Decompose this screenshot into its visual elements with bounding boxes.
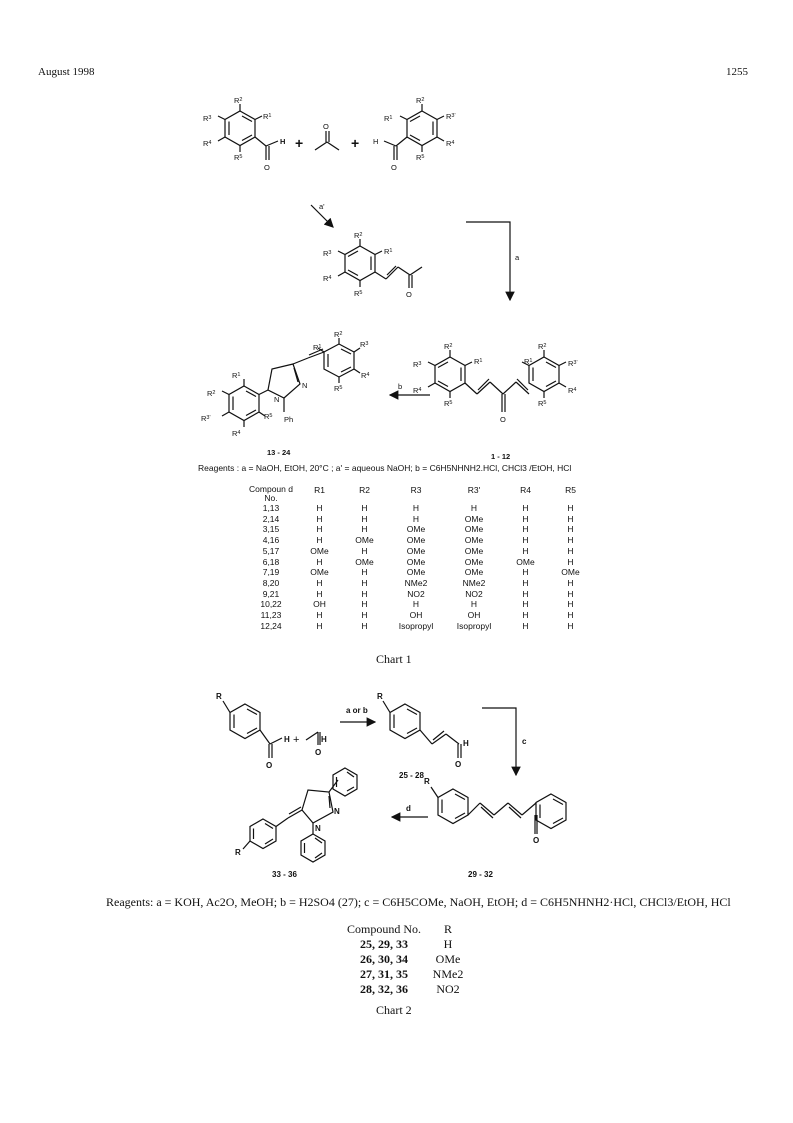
svg-text:+: + xyxy=(295,135,304,151)
table-cell: 10,22 xyxy=(260,599,282,610)
table-cell: NO2 xyxy=(436,982,460,996)
svg-text:H: H xyxy=(463,739,469,748)
table-cell: H xyxy=(567,524,574,535)
acetaldehyde-structure xyxy=(306,732,320,745)
table-cell: H xyxy=(412,503,420,513)
table-cell: OMe xyxy=(464,545,484,556)
svg-text:R1: $R^1$ xyxy=(313,343,322,352)
table-cell: H xyxy=(522,524,529,535)
svg-text:R: R xyxy=(424,777,430,786)
table-cell: 27, 31, 35 xyxy=(360,967,408,981)
svg-text:R4: $R^4$ xyxy=(568,386,577,395)
benzaldehyde-4-r-structure xyxy=(223,701,282,758)
svg-text:R1: $R^1$ xyxy=(474,357,483,366)
svg-text:R5: $R^5$ xyxy=(444,399,453,408)
table-cell: OMe xyxy=(355,556,374,567)
svg-text:33 - 36: 33 - 36 xyxy=(272,870,297,879)
table-cell: H xyxy=(567,610,574,621)
table-cell: H xyxy=(522,620,529,631)
table-cell: 9,21 xyxy=(262,588,280,599)
table-cell: 25, 29, 33 xyxy=(360,937,408,951)
table-cell: 26, 30, 34 xyxy=(360,952,408,966)
svg-text:R3: $R^3$ xyxy=(360,340,369,349)
table-cell: H xyxy=(316,524,323,535)
svg-text:R4: $R^4$ xyxy=(446,139,455,148)
table-row xyxy=(245,514,593,525)
table-cell: H xyxy=(522,513,529,524)
pyrazoline-product-structure xyxy=(222,338,360,427)
table-cell: H xyxy=(443,937,453,951)
table-cell: OMe xyxy=(406,524,426,535)
svg-text:R2: $R^2$ xyxy=(354,231,363,240)
table-cell: H xyxy=(567,545,574,556)
svg-text:O: O xyxy=(406,290,412,299)
table-cell: OMe xyxy=(310,545,329,556)
chart2-atom-labels xyxy=(216,692,539,879)
svg-text:R3': $R^{3'}$ xyxy=(201,414,211,423)
table-cell: H xyxy=(522,577,529,588)
table-cell: H xyxy=(316,535,323,546)
svg-text:R3: $R^3$ xyxy=(203,114,212,123)
table-row xyxy=(245,599,593,610)
table-cell: OMe xyxy=(561,567,580,578)
chart1-caption: Chart 1 xyxy=(376,652,412,666)
svg-text:R4: $R^4$ xyxy=(361,371,370,380)
table-cell: H xyxy=(567,599,574,610)
table-row xyxy=(245,621,593,632)
svg-text:R: R xyxy=(216,692,222,701)
table-cell: H xyxy=(567,588,574,599)
table-cell: NMe2 xyxy=(462,577,486,588)
table-cell: NO2 xyxy=(465,588,483,599)
table-cell: 4,16 xyxy=(262,535,280,546)
svg-text:R2: $R^2$ xyxy=(416,96,425,105)
table-cell: H xyxy=(316,556,323,567)
table-row xyxy=(245,610,593,621)
chart2-reagents: Reagents: a = KOH, Ac2O, MeOH; b = H2SO4 (27); c = C6H5COMe, NaOH, EtOH; d = C6H5NHNH2·HCl, CHCl3/EtOH, HCl xyxy=(106,895,731,909)
svg-text:R2: $R^2$ xyxy=(334,330,343,339)
table-cell: H xyxy=(361,524,368,535)
table-cell: H xyxy=(522,588,529,599)
dienone-structure xyxy=(431,787,566,834)
table-cell: OMe xyxy=(464,513,484,524)
svg-text:H: H xyxy=(280,137,286,146)
table-cell: H xyxy=(522,567,529,578)
table-cell: OMe xyxy=(355,535,374,546)
table-cell: H xyxy=(316,588,323,599)
svg-text:O: O xyxy=(323,122,329,131)
table-cell: 2,14 xyxy=(262,513,280,524)
table-row xyxy=(245,546,593,557)
table-cell: H xyxy=(470,503,478,513)
col-r3prime: R3' xyxy=(467,485,481,495)
svg-text:d: d xyxy=(406,804,411,813)
col-r2: R2 xyxy=(359,485,370,495)
svg-text:R5: $R^5$ xyxy=(334,384,343,393)
table-cell: OMe xyxy=(464,567,484,578)
table-row xyxy=(340,952,468,967)
table-cell: Isopropyl xyxy=(398,620,434,631)
pyrazoline-2-structure xyxy=(243,768,357,862)
svg-text:R5: $R^5$ xyxy=(354,289,363,298)
col-r4: R4 xyxy=(520,485,531,495)
table-cell: H xyxy=(522,610,529,621)
table-cell: 12,24 xyxy=(260,620,282,631)
svg-text:N: N xyxy=(302,381,308,390)
table-row xyxy=(245,503,593,514)
svg-text:a or b: a or b xyxy=(346,706,368,715)
table-cell: H xyxy=(316,503,323,513)
table-cell: Isopropyl xyxy=(456,620,492,631)
table-cell: H xyxy=(567,503,574,513)
svg-text:R1: $R^1$ xyxy=(524,357,533,366)
table-cell: H xyxy=(567,556,574,567)
table-row xyxy=(340,967,468,982)
table-cell: NO2 xyxy=(407,588,425,599)
table-cell: OMe xyxy=(406,567,426,578)
table-cell: NMe2 xyxy=(404,577,428,588)
svg-text:R5: $R^5$ xyxy=(234,153,243,162)
table-cell: H xyxy=(361,577,368,588)
table-cell: H xyxy=(361,513,368,524)
table-cell: 6,18 xyxy=(262,556,280,567)
chart2-caption: Chart 2 xyxy=(376,1003,412,1017)
svg-text:R1: $R^1$ xyxy=(384,247,393,256)
svg-text:R1: $R^1$ xyxy=(232,371,241,380)
svg-text:R4: $R^4$ xyxy=(413,386,422,395)
table-cell: OMe xyxy=(464,556,484,567)
table-cell: OMe xyxy=(516,556,535,567)
col-r: R xyxy=(443,922,452,936)
table-cell: H xyxy=(567,513,574,524)
table-cell: H xyxy=(567,577,574,588)
table-cell: OMe xyxy=(464,535,484,546)
col-r3: R3 xyxy=(410,485,422,495)
table-cell: H xyxy=(316,577,323,588)
table-cell: H xyxy=(412,599,420,610)
svg-text:R: R xyxy=(377,692,383,701)
table-cell: OH xyxy=(467,610,481,621)
chart1-scheme xyxy=(0,0,793,470)
table-cell: H xyxy=(361,503,368,513)
chart1-atom-labels xyxy=(201,96,578,461)
arrow-a xyxy=(466,222,510,300)
table-cell: H xyxy=(522,503,529,513)
table-cell: OMe xyxy=(406,535,426,546)
svg-text:b: b xyxy=(398,382,403,391)
table-cell: H xyxy=(316,513,323,524)
table-cell: H xyxy=(361,620,368,631)
col-r5: R5 xyxy=(565,485,576,495)
svg-text:R2: $R^2$ xyxy=(234,96,243,105)
table-cell: OMe xyxy=(310,567,329,578)
table-cell: H xyxy=(522,535,529,546)
svg-text:N: N xyxy=(274,395,280,404)
svg-text:R4: $R^4$ xyxy=(232,429,241,438)
table-cell: OMe xyxy=(435,952,461,966)
table-cell: 3,15 xyxy=(262,524,280,535)
svg-text:R3: $R^3$ xyxy=(413,360,422,369)
svg-text:O: O xyxy=(266,761,273,770)
chart2-scheme xyxy=(0,670,793,900)
svg-text:a': a' xyxy=(319,202,325,211)
table-cell: 11,23 xyxy=(260,610,282,621)
table-cell: H xyxy=(361,610,368,621)
table-row xyxy=(340,937,468,952)
table-cell: 8,20 xyxy=(262,577,280,588)
svg-text:H: H xyxy=(373,137,379,146)
arrow-c xyxy=(482,708,516,775)
table-cell: H xyxy=(412,513,420,524)
table-cell: H xyxy=(361,599,368,610)
table-cell: OMe xyxy=(464,524,484,535)
svg-text:N: N xyxy=(315,824,321,833)
table-cell: 1,13 xyxy=(262,503,280,513)
svg-text:H: H xyxy=(284,735,290,744)
svg-text:25 - 28: 25 - 28 xyxy=(399,771,424,780)
svg-text:29 - 32: 29 - 32 xyxy=(468,870,493,879)
page-number: 1255 xyxy=(726,66,748,78)
table-cell: H xyxy=(522,599,529,610)
table-cell: H xyxy=(361,545,368,556)
table-cell: 28, 32, 36 xyxy=(360,982,408,996)
chart1-reagents: Reagents : a = NaOH, EtOH, 20°C ; a' = aqueous NaOH; b = C6H5NHNH2.HCl, CHCl3 /EtOH, HCl xyxy=(198,463,572,473)
svg-text:R1: $R^1$ xyxy=(263,112,272,121)
table-row xyxy=(245,557,593,568)
chart1-substituent-table xyxy=(245,485,593,631)
svg-text:R5: $R^5$ xyxy=(538,399,547,408)
table-header-row xyxy=(340,922,468,937)
running-header-date: August 1998 xyxy=(38,66,95,78)
svg-text:+: + xyxy=(351,135,360,151)
svg-text:R3': $R^{3'}$ xyxy=(568,359,578,368)
table-row xyxy=(340,982,468,997)
svg-text:R2: $R^2$ xyxy=(207,389,216,398)
svg-text:R3': $R^{3'}$ xyxy=(446,112,456,121)
table-cell: H xyxy=(361,567,368,578)
svg-text:R2: $R^2$ xyxy=(538,342,547,351)
svg-text:N: N xyxy=(334,807,340,816)
svg-text:O: O xyxy=(315,748,322,757)
svg-text:c: c xyxy=(522,737,527,746)
table-cell: NMe2 xyxy=(432,967,464,981)
svg-text:R5: $R^5$ xyxy=(264,412,273,421)
svg-text:R: R xyxy=(235,848,241,857)
svg-text:R1: $R^1$ xyxy=(384,114,393,123)
svg-text:R5: $R^5$ xyxy=(416,153,425,162)
svg-text:1 - 12: 1 - 12 xyxy=(491,452,511,461)
table-cell: H xyxy=(361,588,368,599)
table-row xyxy=(245,535,593,546)
table-cell: OMe xyxy=(406,556,426,567)
table-cell: H xyxy=(316,610,323,621)
table-cell: OMe xyxy=(406,545,426,556)
svg-text:O: O xyxy=(533,836,540,845)
svg-text:R4: $R^4$ xyxy=(323,274,332,283)
svg-text:R3: $R^3$ xyxy=(323,249,332,258)
svg-text:a: a xyxy=(515,253,520,262)
cinnamaldehyde-structure xyxy=(383,701,461,758)
table-cell: H xyxy=(316,620,323,631)
table-header-row xyxy=(245,485,593,503)
table-cell: 5,17 xyxy=(262,545,280,556)
svg-text:O: O xyxy=(264,163,270,172)
benzaldehyde-right-structure xyxy=(384,104,444,160)
col-r1: R1 xyxy=(314,485,325,495)
acetone-structure xyxy=(315,131,339,150)
svg-text:O: O xyxy=(500,415,506,424)
svg-text:13 - 24: 13 - 24 xyxy=(267,448,291,457)
table-cell: H xyxy=(567,535,574,546)
benzalacetone-structure xyxy=(338,239,422,288)
table-row xyxy=(245,589,593,600)
chart2-substituent-table xyxy=(340,922,468,997)
svg-text:R2: $R^2$ xyxy=(444,342,453,351)
table-row xyxy=(245,567,593,578)
svg-text:H: H xyxy=(321,735,327,744)
table-row xyxy=(245,578,593,589)
table-cell: H xyxy=(470,599,478,610)
table-cell: H xyxy=(522,545,529,556)
col-compound: Compoun d No. xyxy=(249,484,293,503)
svg-text:+: + xyxy=(293,734,300,746)
table-cell: 7,19 xyxy=(262,567,280,578)
svg-text:Ph: Ph xyxy=(284,415,294,424)
svg-text:O: O xyxy=(455,760,462,769)
table-cell: H xyxy=(567,620,574,631)
table-cell: OH xyxy=(409,610,423,621)
svg-text:O: O xyxy=(391,163,397,172)
table-cell: OH xyxy=(313,599,326,610)
col-compound: Compound No. xyxy=(346,922,421,936)
table-row xyxy=(245,524,593,535)
svg-text:R4: $R^4$ xyxy=(203,139,212,148)
